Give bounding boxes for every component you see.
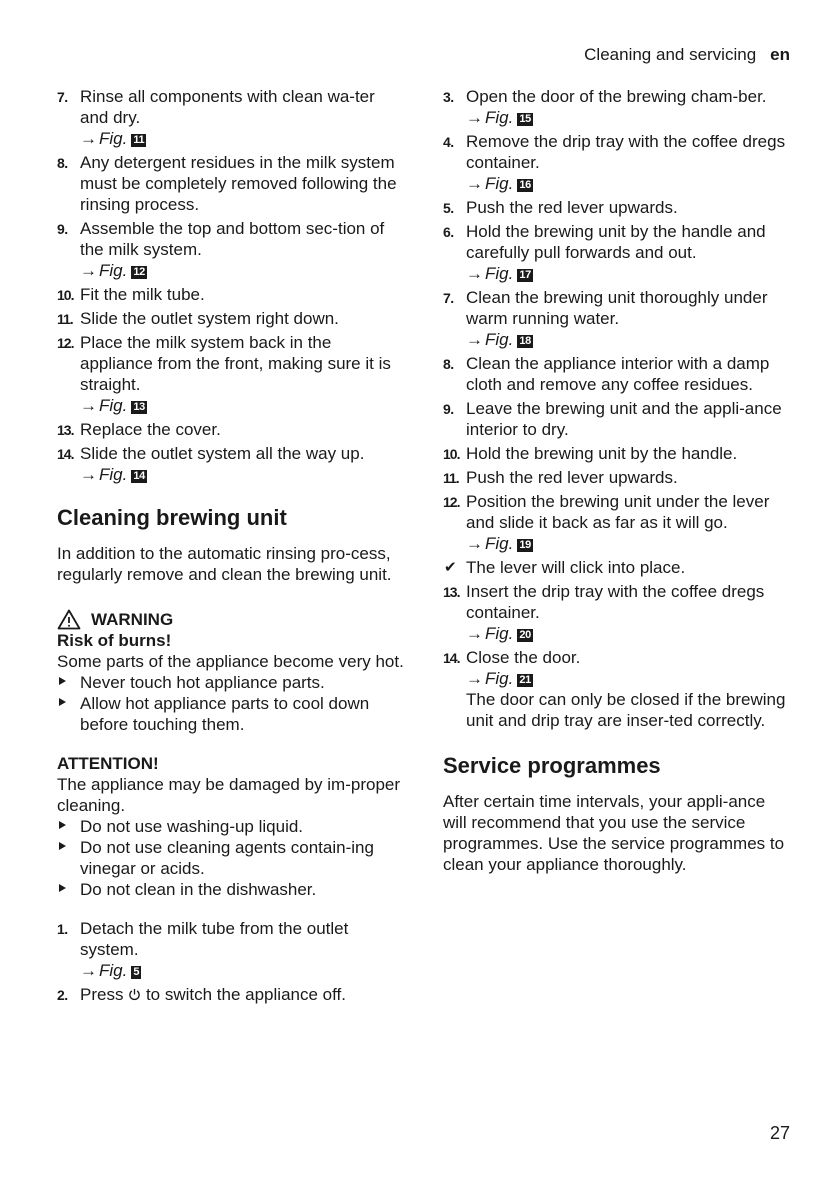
figure-ref <box>466 263 793 284</box>
step-number: 6. <box>443 224 454 240</box>
fig-label: Fig. <box>99 261 128 280</box>
fig-label: Fig. <box>99 129 128 148</box>
figure-ref <box>80 395 407 416</box>
step-l9 <box>57 218 407 281</box>
arrow-right-icon: → <box>80 396 97 415</box>
warning-header <box>57 609 407 630</box>
step-number: 13. <box>443 584 460 600</box>
figure-number-badge: 15 <box>519 113 531 125</box>
bullet-triangle-icon <box>59 677 66 685</box>
step-number: 14. <box>443 650 460 666</box>
figure-ref <box>466 668 793 689</box>
figure-number-badge: 13 <box>133 401 145 413</box>
arrow-right-icon: → <box>466 108 483 127</box>
step-number: 7. <box>443 290 454 306</box>
step-l13 <box>57 419 407 440</box>
figure-ref <box>80 260 407 281</box>
step-text: Slide the outlet system right down. <box>80 309 339 328</box>
step-r4 <box>443 131 793 194</box>
step-text: Clean the appliance interior with a damp cloth and remove any coffee residues. <box>466 354 770 394</box>
step-text: Remove the drip tray with the coffee dregs container. <box>466 132 786 172</box>
step-r12 <box>443 491 793 554</box>
arrow-right-icon: → <box>80 961 97 980</box>
arrow-right-icon: → <box>466 669 483 688</box>
step-text: Hold the brewing unit by the handle and carefully pull forwards and out. <box>466 222 766 262</box>
step-text: to switch the appliance off. <box>145 985 346 1004</box>
step-text: Leave the brewing unit and the appli-ance interior to dry. <box>466 399 782 439</box>
warning-text: Some parts of the appliance become very hot. <box>57 652 404 671</box>
step-l8 <box>57 152 407 215</box>
step-result <box>443 557 793 578</box>
step-text: Position the brewing unit under the lever and slide it back as far as it will go. <box>466 492 770 532</box>
left-column <box>57 86 407 1008</box>
fig-label: Fig. <box>485 264 514 283</box>
step-r11 <box>443 467 793 488</box>
step-number: 12. <box>443 494 460 510</box>
intro-paragraph: In addition to the automatic rinsing pro-cess, regularly remove and clean the brewing unit. <box>57 544 392 584</box>
step-number: 2. <box>57 987 68 1003</box>
step-l7 <box>57 86 407 149</box>
language-code: en <box>770 45 790 64</box>
fig-label: Fig. <box>485 669 514 688</box>
step-l1 <box>57 918 407 981</box>
figure-number-badge: 5 <box>133 966 140 978</box>
warning-bullet <box>57 672 407 693</box>
step-r6 <box>443 221 793 284</box>
step-number: 9. <box>443 401 454 417</box>
result-text: The lever will click into place. <box>466 558 686 577</box>
attention-label: ATTENTION! <box>57 754 159 773</box>
page-header <box>584 45 790 65</box>
step-text: Rinse all components with clean wa-ter and dry. <box>80 87 375 127</box>
step-text: Slide the outlet system all the way up. <box>80 444 365 463</box>
step-text: Clean the brewing unit thoroughly under warm running water. <box>466 288 768 328</box>
step-l2 <box>57 984 407 1005</box>
figure-number-badge: 11 <box>133 134 145 146</box>
fig-label: Fig. <box>99 396 128 415</box>
arrow-right-icon: → <box>466 624 483 643</box>
step-r9 <box>443 398 793 440</box>
arrow-right-icon: → <box>466 330 483 349</box>
step-text: Push the red lever upwards. <box>466 198 678 217</box>
step-number: 12. <box>57 335 74 351</box>
fig-label: Fig. <box>485 330 514 349</box>
arrow-right-icon: → <box>466 534 483 553</box>
step-number: 10. <box>443 446 460 462</box>
figure-ref <box>80 960 407 981</box>
figure-ref <box>466 107 793 128</box>
figure-ref <box>466 329 793 350</box>
fig-label: Fig. <box>485 174 514 193</box>
step-number: 1. <box>57 921 68 937</box>
attention-text: The appliance may be damaged by im-proper cleaning. <box>57 775 401 815</box>
figure-number-badge: 14 <box>133 470 145 482</box>
step-note: The door can only be closed if the brewing unit and drip tray are inser-ted correctly. <box>466 690 786 730</box>
attention-bullet <box>57 816 407 837</box>
arrow-right-icon: → <box>80 465 97 484</box>
figure-number-badge: 17 <box>519 269 531 281</box>
step-text: Any detergent residues in the milk system must be completely removed following the rinsing process. <box>80 153 397 214</box>
step-number: 5. <box>443 200 454 216</box>
figure-number-badge: 16 <box>519 179 531 191</box>
checkmark-icon: ✔ <box>444 559 457 576</box>
figure-ref <box>466 623 793 644</box>
step-number: 3. <box>443 89 454 105</box>
figure-number-badge: 21 <box>519 674 531 686</box>
warning-bullet <box>57 693 407 735</box>
service-paragraph: After certain time intervals, your appli-ance will recommend that you use the service programmes. Use the service programmes to clean your appliance thoroughly. <box>443 792 785 874</box>
section-title: Cleaning and servicing <box>584 45 757 64</box>
figure-ref <box>80 128 407 149</box>
step-text: Hold the brewing unit by the handle. <box>466 444 738 463</box>
step-r14 <box>443 647 793 731</box>
step-text: Replace the cover. <box>80 420 221 439</box>
arrow-right-icon: → <box>466 174 483 193</box>
step-text: Place the milk system back in the appliance from the front, making sure it is straight. <box>80 333 391 394</box>
fig-label: Fig. <box>485 108 514 127</box>
step-l12 <box>57 332 407 416</box>
step-text: Assemble the top and bottom sec-tion of the milk system. <box>80 219 385 259</box>
figure-number-badge: 12 <box>133 266 145 278</box>
warning-label: WARNING <box>91 610 174 629</box>
right-column <box>443 86 793 875</box>
step-text: Push the red lever upwards. <box>466 468 678 487</box>
attention-box <box>57 753 407 900</box>
heading-cleaning-brewing-unit: Cleaning brewing unit <box>57 505 287 530</box>
arrow-right-icon: → <box>80 129 97 148</box>
step-r13 <box>443 581 793 644</box>
step-r8 <box>443 353 793 395</box>
bullet-triangle-icon <box>59 884 66 892</box>
step-number: 11. <box>57 311 73 327</box>
step-l11 <box>57 308 407 329</box>
step-r7 <box>443 287 793 350</box>
step-number: 7. <box>57 89 68 105</box>
arrow-right-icon: → <box>466 264 483 283</box>
fig-label: Fig. <box>485 534 514 553</box>
page-number: 27 <box>769 1123 790 1143</box>
step-number: 9. <box>57 221 68 237</box>
bullet-text: Do not clean in the dishwasher. <box>80 880 317 899</box>
bullet-text: Never touch hot appliance parts. <box>80 673 325 692</box>
bullet-triangle-icon <box>59 698 66 706</box>
bullet-text: Do not use washing-up liquid. <box>80 817 304 836</box>
power-icon <box>128 988 141 1001</box>
step-number: 4. <box>443 134 454 150</box>
step-number: 8. <box>443 356 454 372</box>
step-number: 8. <box>57 155 68 171</box>
bullet-triangle-icon <box>59 821 66 829</box>
figure-number-badge: 19 <box>519 539 531 551</box>
arrow-right-icon: → <box>80 261 97 280</box>
step-text: Press <box>80 985 124 1004</box>
warning-title: Risk of burns! <box>57 631 172 650</box>
step-text: Insert the drip tray with the coffee dregs container. <box>466 582 765 622</box>
bullet-text: Allow hot appliance parts to cool down before touching them. <box>80 694 370 734</box>
figure-ref <box>466 533 793 554</box>
heading-service-programmes: Service programmes <box>443 753 661 778</box>
step-l14 <box>57 443 407 485</box>
warning-triangle-icon <box>57 609 81 630</box>
figure-number-badge: 18 <box>519 335 531 347</box>
step-number: 11. <box>443 470 459 486</box>
step-text: Close the door. <box>466 648 581 667</box>
bullet-text: Do not use cleaning agents contain-ing vinegar or acids. <box>80 838 374 878</box>
step-r5 <box>443 197 793 218</box>
figure-ref <box>80 464 407 485</box>
figure-number-badge: 20 <box>519 629 531 641</box>
step-text: Fit the milk tube. <box>80 285 205 304</box>
step-text: Detach the milk tube from the outlet system. <box>80 919 349 959</box>
attention-bullet <box>57 837 407 879</box>
figure-ref <box>466 173 793 194</box>
attention-bullet <box>57 879 407 900</box>
step-text: Open the door of the brewing cham-ber. <box>466 87 767 106</box>
step-number: 13. <box>57 422 74 438</box>
step-number: 14. <box>57 446 74 462</box>
step-l10 <box>57 284 407 305</box>
warning-box <box>57 609 407 735</box>
step-r3 <box>443 86 793 128</box>
fig-label: Fig. <box>99 961 128 980</box>
bullet-triangle-icon <box>59 842 66 850</box>
step-r10 <box>443 443 793 464</box>
fig-label: Fig. <box>99 465 128 484</box>
step-number: 10. <box>57 287 74 303</box>
fig-label: Fig. <box>485 624 514 643</box>
